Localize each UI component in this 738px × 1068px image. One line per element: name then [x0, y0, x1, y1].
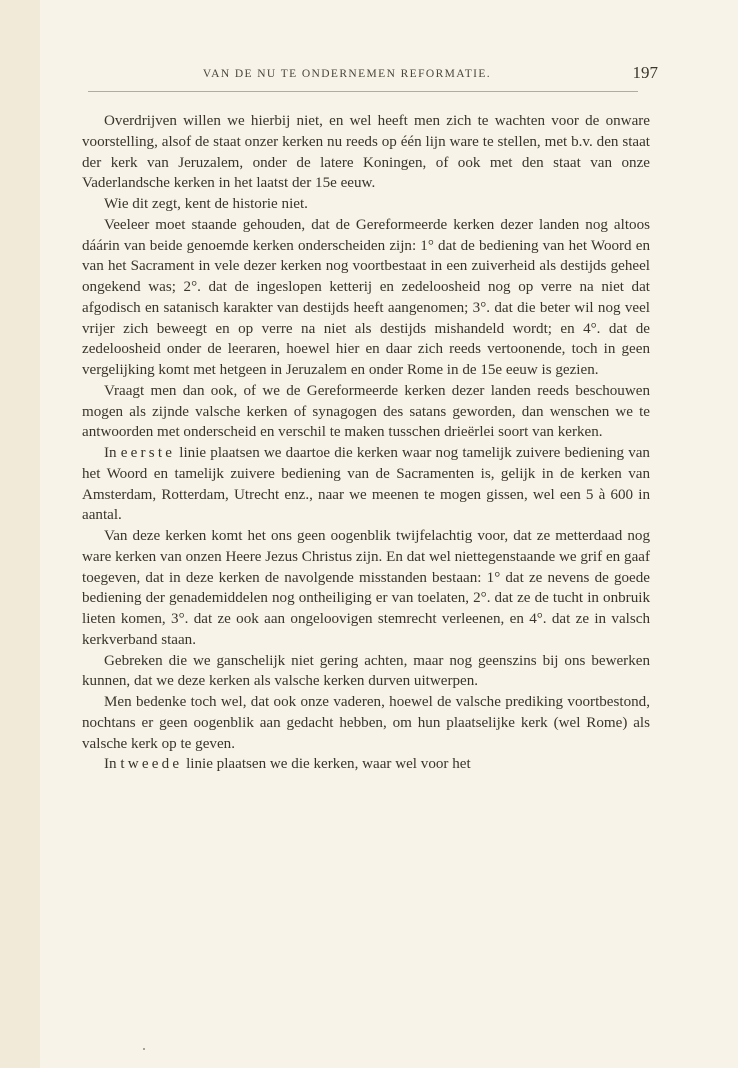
paragraph-9 — [82, 754, 650, 775]
paragraph-9-rest: linie plaatsen we die kerken, waar wel voor het — [182, 756, 471, 773]
header-rule — [88, 91, 638, 92]
paragraph-1: Overdrijven willen we hierbij niet, en wel heeft men zich te wachten voor de onware voorstelling, alsof de staat onzer kerken nu reeds op één lijn ware te stellen, met b.v. den staat der kerk van Jeruzalem, onder de latere Koningen, of ook met den staat van onze Vaderlandsche kerken in het laatst der 15e eeuw. — [82, 113, 650, 192]
paragraph-9-start: In — [104, 756, 121, 773]
page-header — [48, 63, 658, 90]
paragraph-5 — [82, 443, 650, 526]
paragraph-9-spaced-word: tweede — [120, 756, 183, 773]
paragraph-2: Wie dit zegt, kent de historie niet. — [104, 196, 308, 212]
paragraph-5-spaced-word: eerste — [120, 445, 176, 461]
body-text — [82, 111, 650, 775]
paragraph-5-start: In — [104, 445, 121, 461]
paragraph-3: Veeleer moet staande gehouden, dat de Gereformeerde kerken dezer landen nog altoos dáárin van beide genoemde kerken onderscheiden zijn: 1° dat de bediening van het Woord en van het Sacrament in vele dezer kerken nog voortbestaat in een zuiverheid als destijds geheel ongekend was; 2°. dat de ingeslopen ketterij en zedeloosheid nog op verre na niet dat afgodisch en satanisch karakter van destijds heeft aangenomen; 3°. dat die beter wil nog veel vrijer zich beweegt en op verre na niet als destijds mishandeld wordt; en 4°. dat de zedeloosheid onder de leeraren, hoewel hier en daar zich reeds vertoonende, toch in geen vergelijking komt met hetgeen in Jeruzalem en onder Rome in de 15e eeuw is gezien. — [82, 216, 650, 378]
paragraph-7: Gebreken die we ganschelijk niet gering achten, maar nog geenszins bij ons bewerken kunnen, dat we deze kerken als valsche kerken durven uitwerpen. — [82, 652, 650, 690]
paragraph-5-rest: linie plaatsen we daartoe die kerken waar nog tamelijk zuivere bediening van het Woord en tamelijk zuivere bediening van de Sacramenten is, gelijk in de kerken van Amsterdam, Rotterdam, Utrecht enz., naar we meenen te mogen gissen, wel een 5 à 600 in aantal. — [82, 445, 650, 524]
page-number: 197 — [632, 63, 658, 82]
paragraph-4: Vraagt men dan ook, of we de Gereformeerde kerken dezer landen reeds beschouwen mogen als zijnde valsche kerken of synagogen des satans geworden, dan wenschen we te antwoorden met onderscheid en verschil te maken tusschen drieërlei soort van kerken. — [82, 382, 650, 441]
running-head: VAN DE NU TE ONDERNEMEN REFORMATIE. — [202, 68, 492, 80]
paragraph-6: Van deze kerken komt het ons geen oogenblik twijfelachtig voor, dat ze metterdaad nog ware kerken van onzen Heere Jezus Christus zijn. En dat wel niettegenstaande we grif en gaaf toegeven, dat in deze kerken de navolgende misstanden bestaan: 1° dat ze nevens de goede bediening der genademiddelen nog ontheiliging er van toelaten, 2°. dat ze de tucht in onbruik lieten komen, 3°. dat ze ook aan ongeloovigen stemrecht verleenen, en 4°. dat ze in valsch kerkverband staan. — [82, 528, 650, 648]
paragraph-8: Men bedenke toch wel, dat ook onze vaderen, hoewel de valsche prediking voortbestond, nochtans er geen oogenblik aan gedacht hebben, om hun plaatselijke kerk (wel Rome) als valsche kerk op te geven. — [82, 694, 650, 752]
scan-speck — [143, 1048, 145, 1050]
